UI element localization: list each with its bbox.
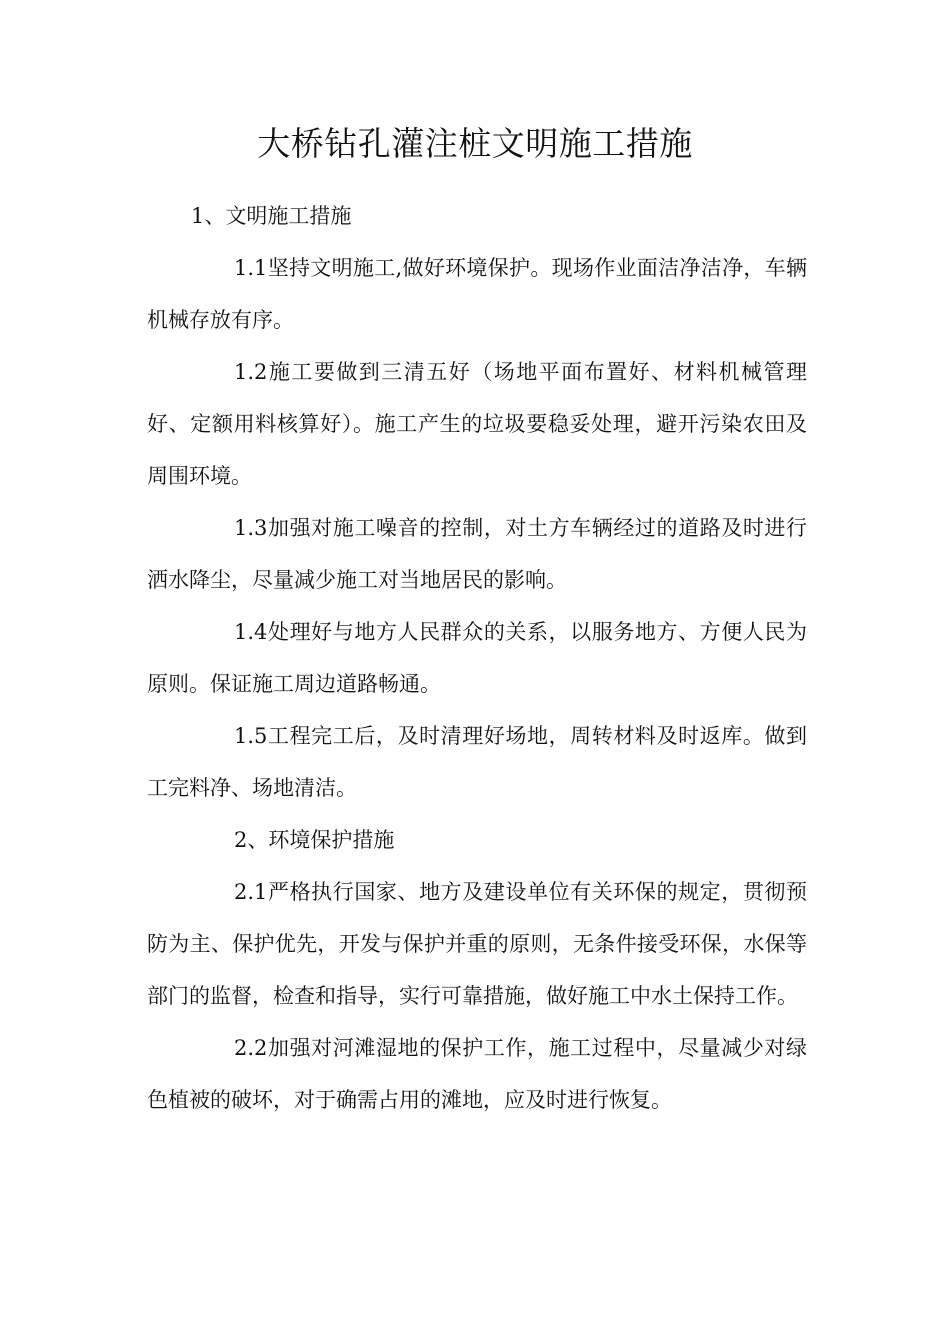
document-body: [147, 190, 807, 1126]
paragraph-1-1: 1.1坚持文明施工,做好环境保护。现场作业面洁净洁净，车辆机械存放有序。: [147, 256, 807, 332]
paragraph-2-1: 2.1严格执行国家、地方及建设单位有关环保的规定，贯彻预防为主、保护优先，开发与保护并重的原则，无条件接受环保，水保等部门的监督，检查和指导，实行可靠措施，做好施工中水土保持工作。: [147, 880, 807, 1008]
paragraph-1-2: 1.2施工要做到三清五好（场地平面布置好、材料机械管理好、定额用料核算好）。施工产生的垃圾要稳妥处理，避开污染农田及周围环境。: [147, 360, 807, 488]
paragraph-2-2: 2.2加强对河滩湿地的保护工作，施工过程中，尽量减少对绿色植被的破坏，对于确需占用的滩地，应及时进行恢复。: [147, 1036, 807, 1112]
paragraph-1-5: 1.5工程完工后，及时清理好场地，周转材料及时返库。做到工完料净、场地清洁。: [147, 724, 807, 800]
section-heading-2: 2、环境保护措施: [234, 828, 395, 852]
paragraph-1-4: 1.4处理好与地方人民群众的关系，以服务地方、方便人民为原则。保证施工周边道路畅通。: [147, 620, 807, 696]
document-title: 大桥钻孔灌注桩文明施工措施: [257, 124, 693, 163]
section-heading-1: 1、文明施工措施: [191, 204, 352, 228]
paragraph-1-3: 1.3加强对施工噪音的控制，对土方车辆经过的道路及时进行洒水降尘，尽量减少施工对当地居民的影响。: [147, 516, 807, 592]
